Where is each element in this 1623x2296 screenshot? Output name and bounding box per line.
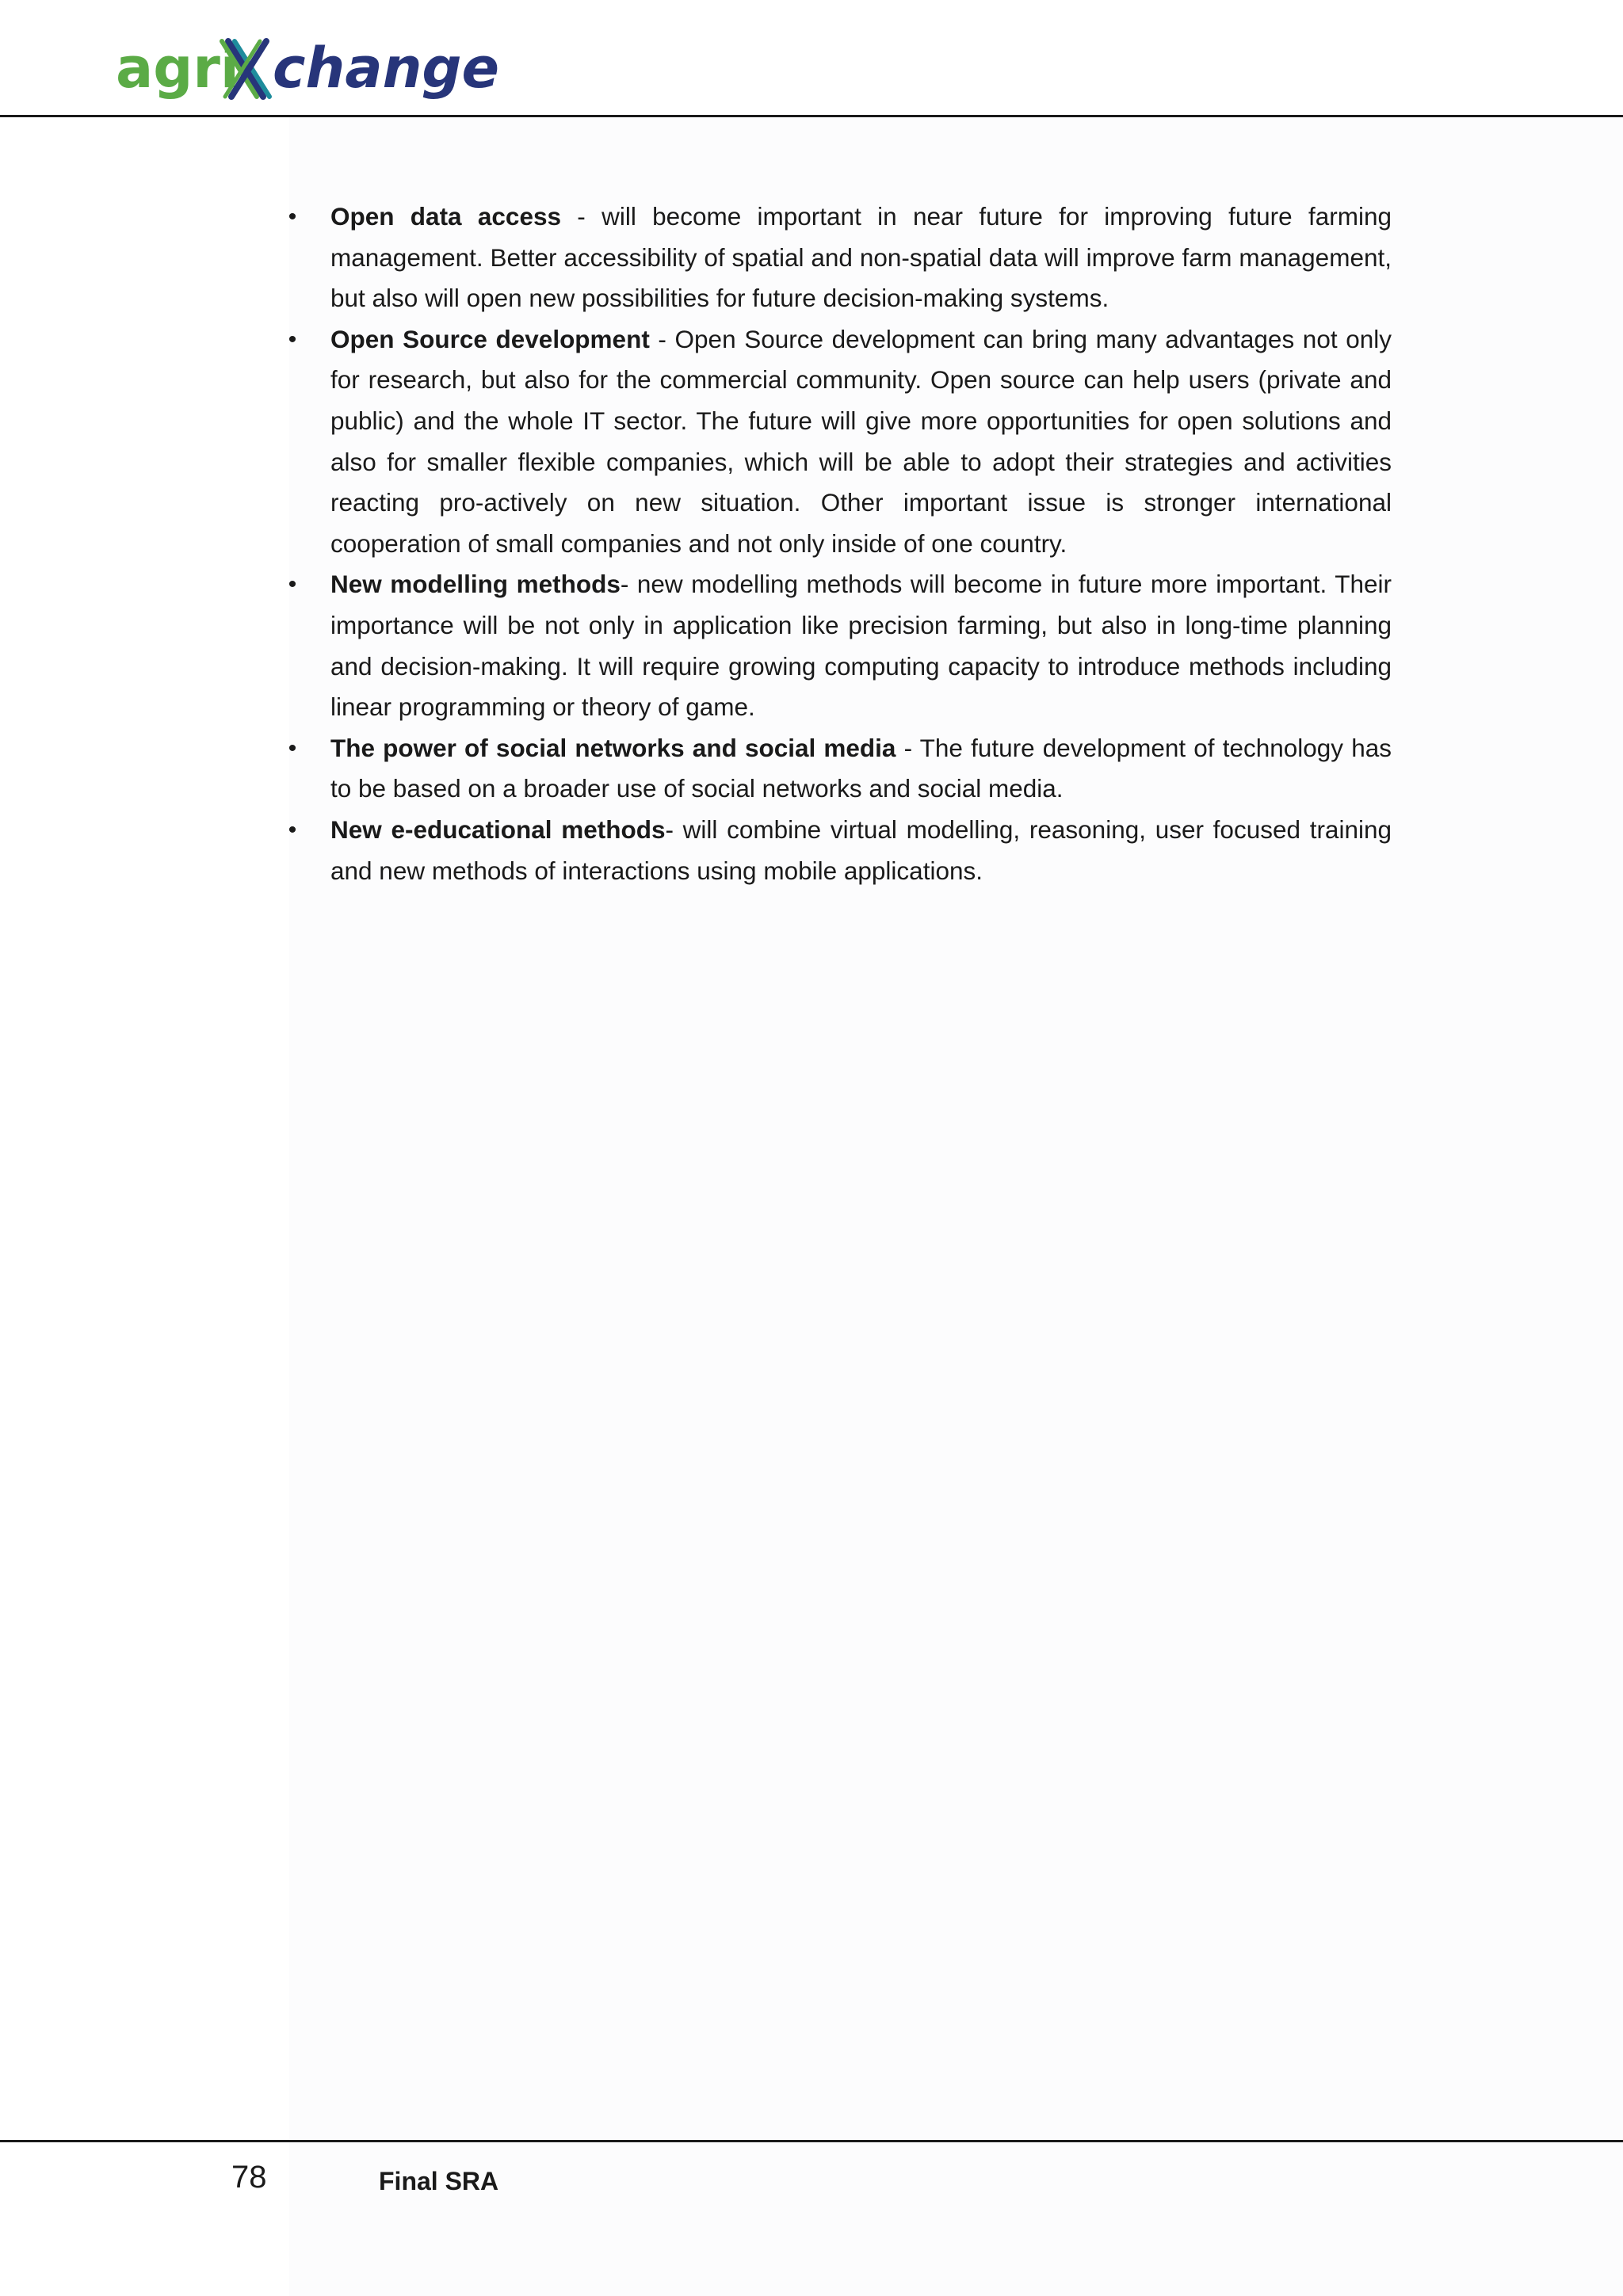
bullet-icon: • — [288, 204, 297, 230]
bullet-icon: • — [288, 571, 297, 598]
agrixchange-logo — [116, 30, 499, 109]
main-content — [279, 196, 1392, 891]
list-item-term: Open Source development — [330, 324, 650, 353]
list-item-text: - will become important in near future for improving future farming management. Better accessibility of spatial and non-spatial data will improve farm management, but also will open new possibilities for future decision-making systems. — [330, 202, 1392, 313]
bullet-icon: • — [288, 734, 297, 761]
list-item-term: New modelling methods — [330, 570, 621, 599]
list-item — [279, 319, 1392, 565]
bullet-icon: • — [288, 816, 297, 843]
footer-rule — [0, 2140, 1623, 2142]
list-item-text: - Open Source development can bring many advantages not only for research, but also for the commercial community. Open source can help users (private and public) and the whole IT sector. The future will give more opportunities for open solutions and also for smaller flexible companies, which will be able to adopt their strategies and activities reacting pro-actively on new situation. Other important issue is stronger international cooperation of small companies and not only inside of one country. — [330, 324, 1392, 558]
logo-text-change: change — [273, 36, 499, 101]
bullet-list — [279, 196, 1392, 891]
list-item-text: - will combine virtual modelling, reasoning, user focused training and new methods of interactions using mobile applications. — [330, 814, 1392, 885]
list-item — [279, 810, 1392, 891]
page-number: 78 — [231, 2160, 267, 2195]
list-item-text: - new modelling methods will become in future more important. Their importance will be not only in application like precision farming, but also in long-time planning and decision-making. It will require growing computing capacity to introduce methods including linear programming or theory of game. — [330, 570, 1392, 722]
list-item — [279, 196, 1392, 319]
agrixchange-logo-image — [116, 30, 499, 109]
logo-text-agri: agri — [116, 36, 239, 101]
footer-title: Final SRA — [379, 2167, 499, 2195]
list-item-term: New e-educational methods — [330, 814, 666, 844]
list-item-term: Open data access — [330, 202, 561, 231]
list-item — [279, 728, 1392, 810]
header-rule — [0, 115, 1623, 117]
list-item-text: - The future development of technology has to be based on a broader use of social networks and social media. — [330, 733, 1392, 803]
list-item-term: The power of social networks and social media — [330, 733, 896, 762]
list-item — [279, 564, 1392, 727]
bullet-icon: • — [288, 326, 297, 353]
